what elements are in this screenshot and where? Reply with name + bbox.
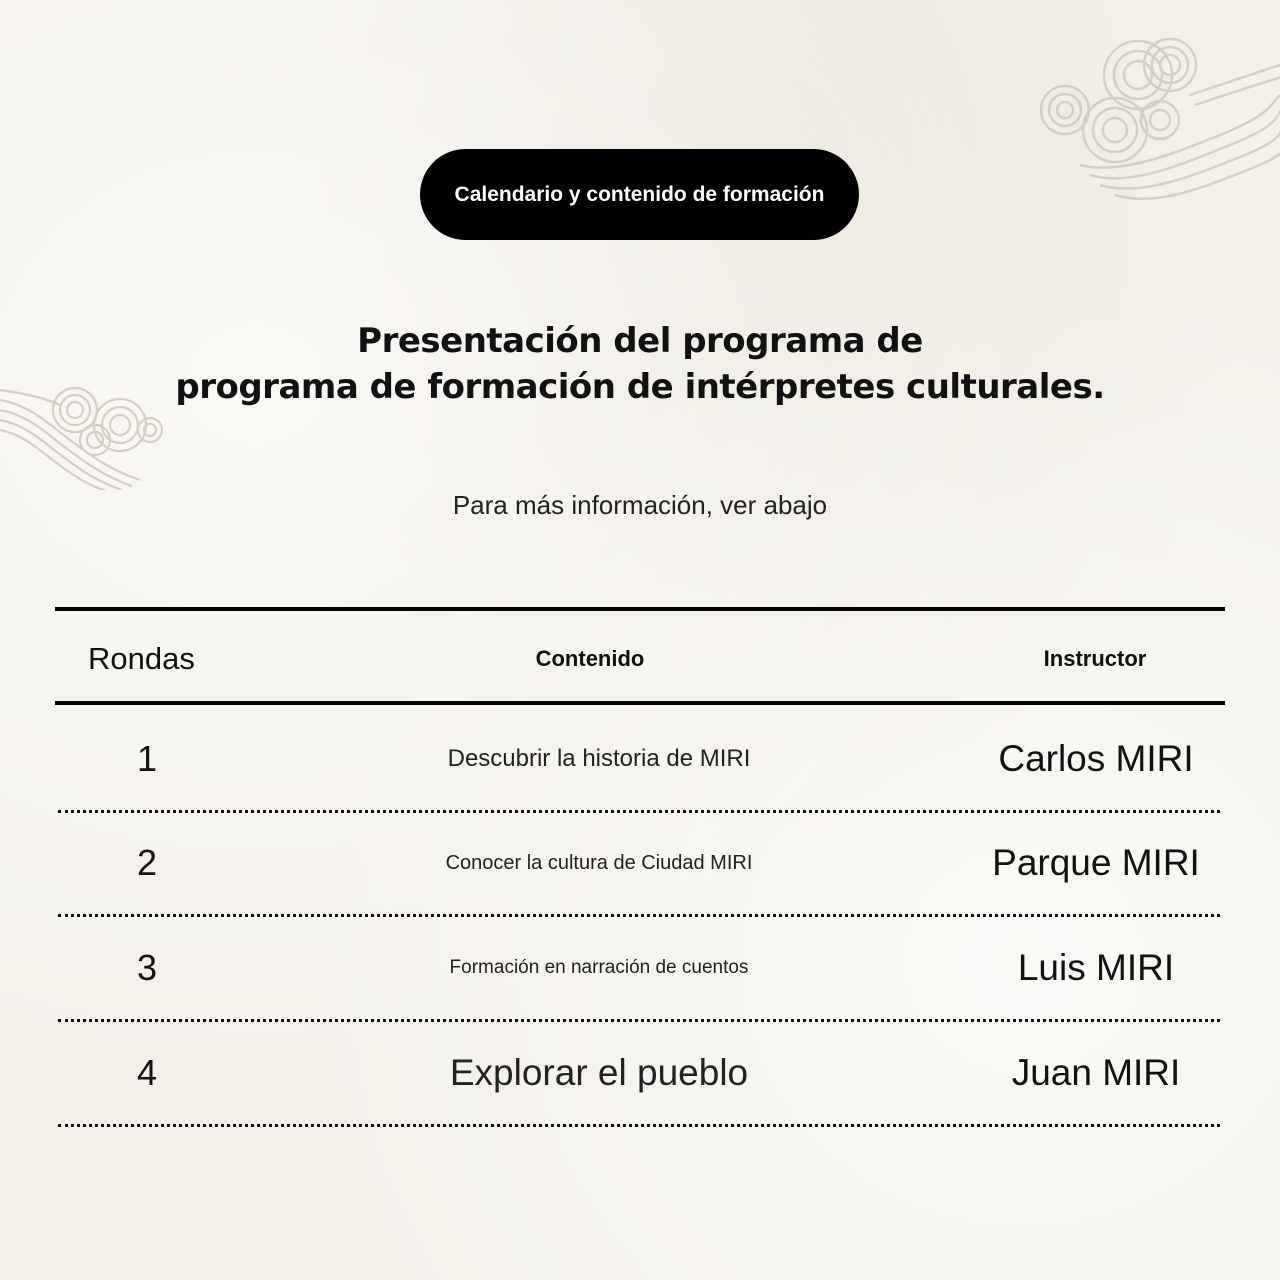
table-header-rule: [55, 701, 1225, 705]
cloud-wave-icon: [1020, 25, 1280, 210]
header-instructor: Instructor: [1043, 646, 1147, 671]
header-content: Contenido: [535, 646, 645, 671]
title-line-1: Presentación del programa de: [357, 321, 923, 361]
row-round: 3: [136, 947, 158, 988]
row-round: 1: [136, 738, 158, 779]
row-round: 4: [136, 1052, 158, 1093]
row-content: Explorar el pueblo: [449, 1052, 749, 1093]
table-row: [0, 1022, 1280, 1127]
row-divider: [58, 1124, 1220, 1127]
header-rounds: Rondas: [88, 641, 195, 676]
row-content: Conocer la cultura de Ciudad MIRI: [445, 851, 753, 874]
row-instructor: Carlos MIRI: [998, 738, 1194, 779]
table-row: [0, 708, 1280, 813]
row-round: 2: [136, 842, 158, 883]
page-subtitle: Para más información, ver abajo: [452, 490, 828, 520]
table-row: [0, 917, 1280, 1022]
table-top-rule: [55, 607, 1225, 611]
row-instructor: Luis MIRI: [1017, 947, 1175, 988]
table-row: [0, 812, 1280, 917]
row-instructor: Parque MIRI: [992, 842, 1200, 883]
row-content: Formación en narración de cuentos: [449, 957, 749, 978]
page-title: [0, 318, 1280, 410]
title-line-2: programa de formación de intérpretes culturales.: [175, 367, 1105, 407]
row-content: Descubrir la historia de MIRI: [447, 745, 751, 772]
section-badge: Calendario y contenido de formación: [420, 149, 859, 240]
row-instructor: Juan MIRI: [1011, 1052, 1181, 1093]
